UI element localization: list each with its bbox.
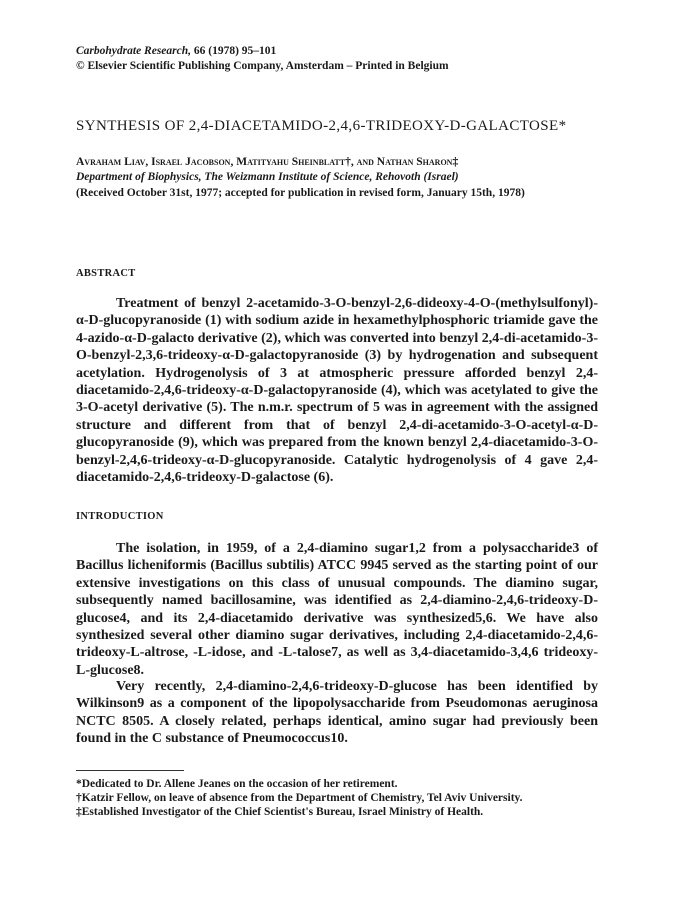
introduction-paragraph-2 (76, 678, 598, 748)
introduction-heading: INTRODUCTION (76, 511, 164, 522)
footnote-dedication: *Dedicated to Dr. Allene Jeanes on the occasion of her retirement. (76, 778, 398, 790)
copyright-line: © Elsevier Scientific Publishing Company, Amsterdam – Printed in Belgium (76, 60, 449, 72)
abstract-text: Treatment of benzyl 2-acetamido-3-O-benzyl-2,6-dideoxy-4-O-(methylsulfonyl)-α-D-glucopyranoside (1) with sodium azide in hexamethylphosphoric triamide gave the 4-azido-α-D-galacto derivative (2), which was converted into benzyl 2,4-di-acetamido-3-O-benzyl-2,3,6-trideoxy-α-D-galactopyranoside (3) by hydrogenation and subsequent acetylation. Hydrogenolysis of 3 at atmospheric pressure afforded benzyl 2,4-diacetamido-2,4,6-trideoxy-α-D-galactopyranoside (4), which was acetylated to give the 3-O-acetyl derivative (5). The n.m.r. spectrum of 5 was in agreement with the assigned structure and different from that of benzyl 2,4-di-acetamido-3-O-acetyl-α-D-glucopyranoside (9), which was prepared from the known benzyl 2,4-diacetamido-3-O-benzyl-2,4,6-trideoxy-α-D-glucopyranoside. Catalytic hydrogenolysis of 4 gave 2,4-diacetamido-2,4,6-trideoxy-D-galactose (6). (76, 296, 598, 486)
intro-text-1: The isolation, in 1959, of a 2,4-diamino sugar1,2 from a polysaccharide3 of Bacillus licheniformis (Bacillus subtilis) ATCC 9945 served as the starting point of our extensive investigations on this class of unusual compounds. The diamino sugar, subsequently named bacillosamine, was identified as 2,4-diamino-2,4,6-trideoxy-D-glucose4, and its 2,4-diacetamido derivative was synthesized5,6. We have also synthesized several other diamino sugar derivatives, including 2,4-diacetamido-2,4,6-trideoxy-L-altrose, -L-idose, and -L-talose7, as well as 3,4-diacetamido-3,4,6 trideoxy-L-glucose8. (76, 541, 598, 678)
journal-name: Carbohydrate Research, (76, 45, 191, 57)
footnote-divider (76, 770, 184, 771)
received-dates: (Received October 31st, 1977; accepted for publication in revised form, January 15th, 1978) (76, 187, 525, 199)
journal-reference: 66 (1978) 95–101 (191, 45, 277, 57)
abstract-body (76, 295, 598, 486)
abstract-heading: ABSTRACT (76, 268, 136, 279)
journal-citation (76, 44, 276, 58)
intro-text-2: Very recently, 2,4-diamino-2,4,6-trideoxy-D-glucose has been identified by Wilkinson9 as a component of the lipopolysaccharide from Pseudomonas aeruginosa NCTC 8505. A closely related, perhaps identical, amino sugar had previously been found in the C substance of Pneumococcus10. (76, 679, 598, 747)
affiliation: Department of Biophysics, The Weizmann Institute of Science, Rehovoth (Israel) (76, 171, 459, 183)
introduction-paragraph-1 (76, 540, 598, 679)
footnote-investigator: ‡Established Investigator of the Chief Scientist's Bureau, Israel Ministry of Health. (76, 806, 484, 818)
footnote-katzir: †Katzir Fellow, on leave of absence from the Department of Chemistry, Tel Aviv University. (76, 792, 523, 804)
author-list: Avraham Liav, Israel Jacobson, Matityahu Sheinblatt†, and Nathan Sharon‡ (76, 156, 459, 168)
article-title: SYNTHESIS OF 2,4-DIACETAMIDO-2,4,6-TRIDEOXY-D-GALACTOSE* (76, 118, 567, 134)
